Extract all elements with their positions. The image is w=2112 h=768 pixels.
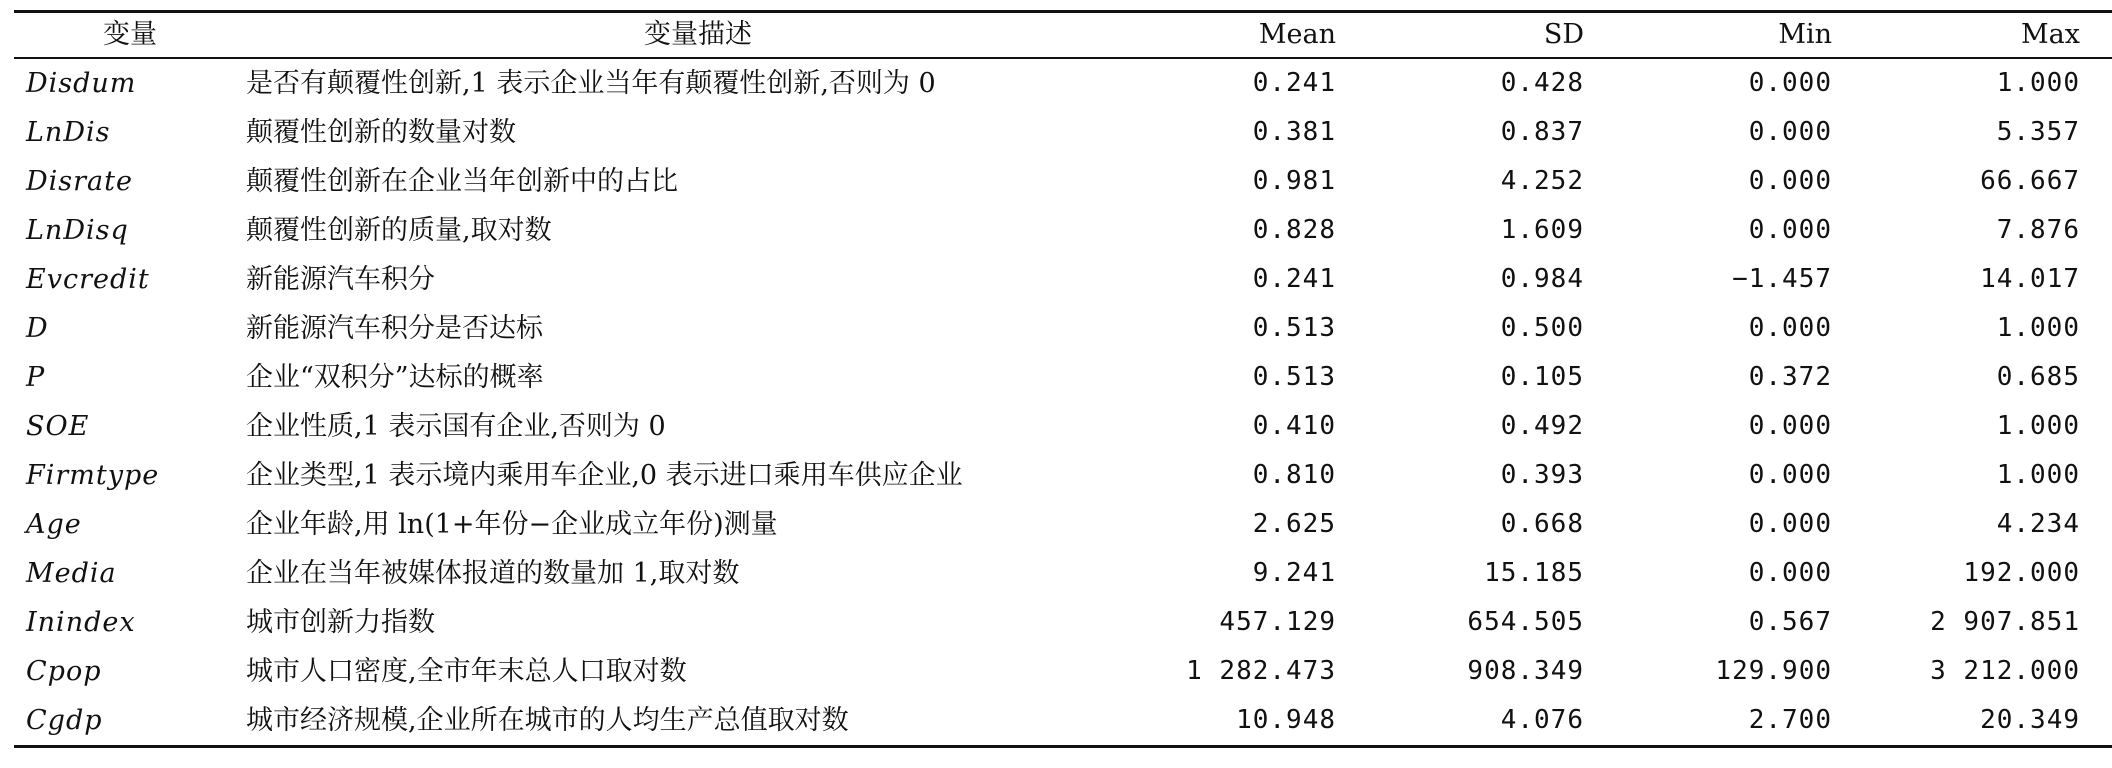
header-min: Min xyxy=(1778,19,1832,50)
min-value: 0.000 xyxy=(1748,411,1832,441)
mean-value: 2.625 xyxy=(1252,509,1336,539)
variable-description: 企业“双积分”达标的概率 xyxy=(246,362,544,393)
descriptive-statistics-table xyxy=(14,10,2112,748)
header-variable: 变量 xyxy=(103,19,157,50)
header-sd: SD xyxy=(1543,19,1584,50)
variable-description: 颠覆性创新在企业当年创新中的占比 xyxy=(246,166,678,197)
max-value: 66.667 xyxy=(1980,166,2080,196)
max-value: 1.000 xyxy=(1996,460,2080,490)
min-value: 0.000 xyxy=(1748,215,1832,245)
min-value: 0.000 xyxy=(1748,117,1832,147)
mean-value: 0.513 xyxy=(1252,313,1336,343)
max-value: 1.000 xyxy=(1996,313,2080,343)
sd-value: 0.428 xyxy=(1500,68,1584,98)
sd-value: 4.076 xyxy=(1500,705,1584,735)
min-value: 0.000 xyxy=(1748,68,1832,98)
variable-description: 城市人口密度,全市年末总人口取对数 xyxy=(246,656,687,687)
min-value: 0.372 xyxy=(1748,362,1832,392)
mean-value: 0.828 xyxy=(1252,215,1336,245)
header-description: 变量描述 xyxy=(644,19,752,50)
variable-name: D xyxy=(26,313,49,344)
max-value: 192.000 xyxy=(1963,558,2080,588)
max-value: 4.234 xyxy=(1996,509,2080,539)
table-row xyxy=(14,157,2112,206)
table-row xyxy=(14,108,2112,157)
descriptive-statistics-table-container xyxy=(14,10,2080,748)
variable-name: Cgdp xyxy=(26,705,103,736)
table-row xyxy=(14,500,2112,549)
table-row xyxy=(14,549,2112,598)
mean-value: 0.981 xyxy=(1252,166,1336,196)
sd-value: 1.609 xyxy=(1500,215,1584,245)
variable-description: 企业年龄,用 ln(1+年份−企业成立年份)测量 xyxy=(246,509,778,540)
table-row xyxy=(14,647,2112,696)
max-value: 7.876 xyxy=(1996,215,2080,245)
table-row xyxy=(14,451,2112,500)
max-value: 20.349 xyxy=(1980,705,2080,735)
min-value: 0.000 xyxy=(1748,313,1832,343)
sd-value: 0.393 xyxy=(1500,460,1584,490)
variable-name: Media xyxy=(26,558,117,589)
max-value: 1.000 xyxy=(1996,411,2080,441)
max-value: 14.017 xyxy=(1980,264,2080,294)
mean-value: 1 282.473 xyxy=(1186,656,1336,686)
sd-value: 0.984 xyxy=(1500,264,1584,294)
mean-value: 10.948 xyxy=(1236,705,1336,735)
mean-value: 0.241 xyxy=(1252,68,1336,98)
sd-value: 4.252 xyxy=(1500,166,1584,196)
variable-description: 城市经济规模,企业所在城市的人均生产总值取对数 xyxy=(246,705,849,736)
min-value: 2.700 xyxy=(1748,705,1832,735)
sd-value: 0.492 xyxy=(1500,411,1584,441)
sd-value: 0.105 xyxy=(1500,362,1584,392)
variable-name: Cpop xyxy=(26,656,102,687)
table-row xyxy=(14,353,2112,402)
variable-description: 企业类型,1 表示境内乘用车企业,0 表示进口乘用车供应企业 xyxy=(246,460,963,491)
variable-description: 颠覆性创新的数量对数 xyxy=(246,117,516,148)
min-value: 0.567 xyxy=(1748,607,1832,637)
max-value: 0.685 xyxy=(1996,362,2080,392)
variable-name: Disrate xyxy=(26,166,133,197)
variable-name: Firmtype xyxy=(26,460,160,491)
variable-name: Age xyxy=(26,509,82,540)
variable-description: 新能源汽车积分 xyxy=(246,264,435,295)
max-value: 5.357 xyxy=(1996,117,2080,147)
table-row xyxy=(14,598,2112,647)
max-value: 3 212.000 xyxy=(1930,656,2080,686)
sd-value: 0.837 xyxy=(1500,117,1584,147)
sd-value: 15.185 xyxy=(1484,558,1584,588)
variable-name: P xyxy=(26,362,46,393)
variable-description: 颠覆性创新的质量,取对数 xyxy=(246,215,552,246)
table-row xyxy=(14,206,2112,255)
table-row xyxy=(14,304,2112,353)
variable-name: LnDisq xyxy=(26,215,129,246)
sd-value: 654.505 xyxy=(1467,607,1584,637)
mean-value: 0.513 xyxy=(1252,362,1336,392)
max-value: 1.000 xyxy=(1996,68,2080,98)
mean-value: 457.129 xyxy=(1219,607,1336,637)
sd-value: 0.500 xyxy=(1500,313,1584,343)
table-row xyxy=(14,402,2112,451)
variable-name: Disdum xyxy=(26,68,137,99)
min-value: 0.000 xyxy=(1748,509,1832,539)
header-row xyxy=(14,12,2112,59)
mean-value: 9.241 xyxy=(1252,558,1336,588)
sd-value: 0.668 xyxy=(1500,509,1584,539)
min-value: 0.000 xyxy=(1748,558,1832,588)
header-max: Max xyxy=(2021,19,2080,50)
table-row xyxy=(14,255,2112,304)
table-row xyxy=(14,696,2112,747)
variable-name: Evcredit xyxy=(26,264,150,295)
variable-description: 城市创新力指数 xyxy=(246,607,435,638)
header-mean: Mean xyxy=(1258,19,1336,50)
variable-name: Inindex xyxy=(26,607,136,638)
min-value: 129.900 xyxy=(1715,656,1832,686)
max-value: 2 907.851 xyxy=(1930,607,2080,637)
sd-value: 908.349 xyxy=(1467,656,1584,686)
variable-description: 新能源汽车积分是否达标 xyxy=(246,313,543,344)
table-body xyxy=(14,58,2112,747)
mean-value: 0.810 xyxy=(1252,460,1336,490)
table-row xyxy=(14,58,2112,108)
variable-description: 企业性质,1 表示国有企业,否则为 0 xyxy=(246,411,666,442)
mean-value: 0.381 xyxy=(1252,117,1336,147)
mean-value: 0.241 xyxy=(1252,264,1336,294)
min-value: −1.457 xyxy=(1732,264,1832,294)
variable-name: LnDis xyxy=(26,117,111,148)
mean-value: 0.410 xyxy=(1252,411,1336,441)
variable-description: 是否有颠覆性创新,1 表示企业当年有颠覆性创新,否则为 0 xyxy=(246,68,936,99)
variable-description: 企业在当年被媒体报道的数量加 1,取对数 xyxy=(246,558,740,589)
variable-name: SOE xyxy=(26,411,90,442)
min-value: 0.000 xyxy=(1748,166,1832,196)
table-header xyxy=(14,12,2112,59)
min-value: 0.000 xyxy=(1748,460,1832,490)
